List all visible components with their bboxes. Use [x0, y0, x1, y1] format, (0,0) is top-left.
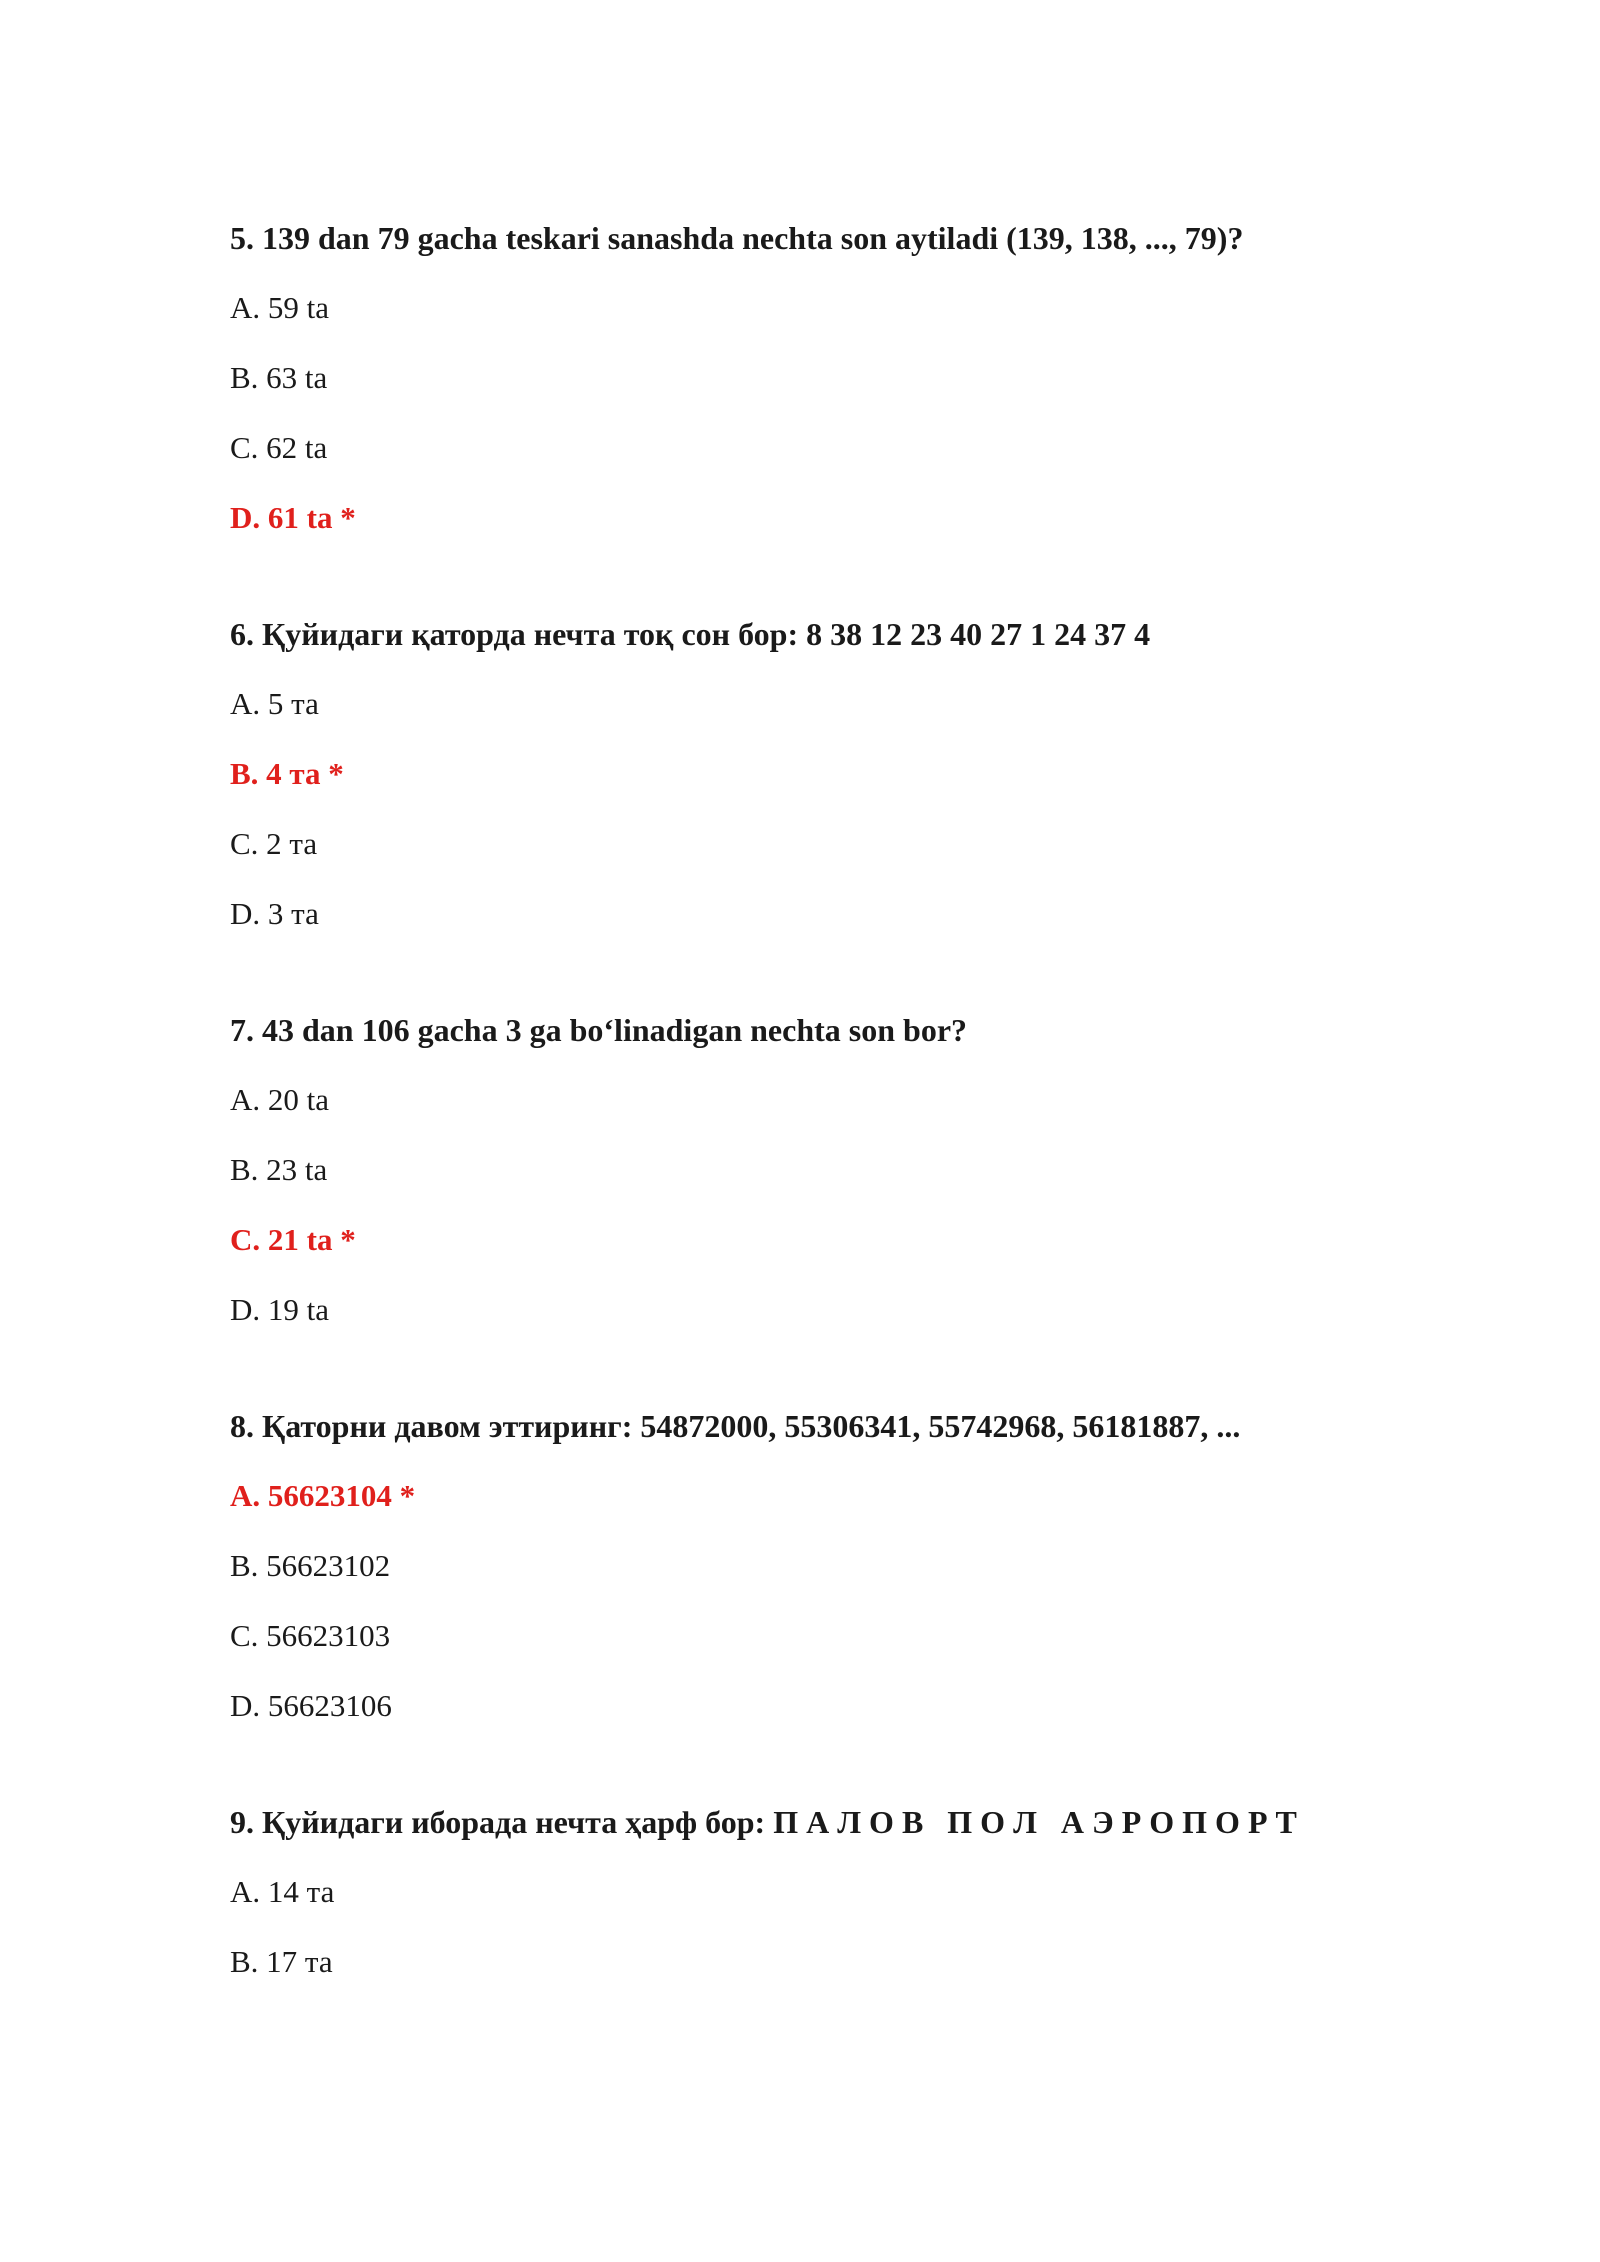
option-d: D. 3 та [230, 896, 319, 931]
question-6 [230, 614, 1430, 934]
question-7 [230, 1010, 1430, 1330]
option-d: D. 19 ta [230, 1292, 330, 1327]
question-5 [230, 218, 1430, 538]
option-b: B. 17 та [230, 1944, 333, 1979]
option-d: D. 56623106 [230, 1688, 392, 1723]
option-b-correct: B. 4 та * [230, 756, 344, 791]
option-c: C. 2 та [230, 826, 318, 861]
option-d-correct: D. 61 ta * [230, 500, 356, 535]
option-a-correct: A. 56623104 * [230, 1478, 416, 1513]
option-b: B. 23 ta [230, 1152, 328, 1187]
option-c-correct: C. 21 ta * [230, 1222, 356, 1257]
option-b: B. 56623102 [230, 1548, 391, 1583]
option-a: A. 5 та [230, 686, 319, 721]
option-a: A. 20 ta [230, 1082, 330, 1117]
question-9 [230, 1802, 1430, 1982]
question-8 [230, 1406, 1430, 1726]
question-text: 6. Қуйидаги қаторда нечта тоқ сон бор: 8 38 12 23 40 27 1 24 37 4 [230, 616, 1151, 652]
question-text: 9. Қуйидаги иборада нечта ҳарф бор: П А Л О В П О Л А Э Р О П О Р Т [230, 1804, 1297, 1840]
question-text: 7. 43 dan 106 gacha 3 ga boʻlinadigan nechta son bor? [230, 1012, 968, 1048]
question-text: 8. Қаторни давом эттиринг: 54872000, 55306341, 55742968, 56181887, ... [230, 1408, 1241, 1444]
quiz-page [230, 218, 1430, 2058]
option-b: B. 63 ta [230, 360, 328, 395]
question-text: 5. 139 dan 79 gacha teskari sanashda nechta son aytiladi (139, 138, ..., 79)? [230, 220, 1244, 256]
option-a: A. 59 ta [230, 290, 330, 325]
option-a: A. 14 та [230, 1874, 335, 1909]
option-c: C. 56623103 [230, 1618, 391, 1653]
option-c: C. 62 ta [230, 430, 328, 465]
